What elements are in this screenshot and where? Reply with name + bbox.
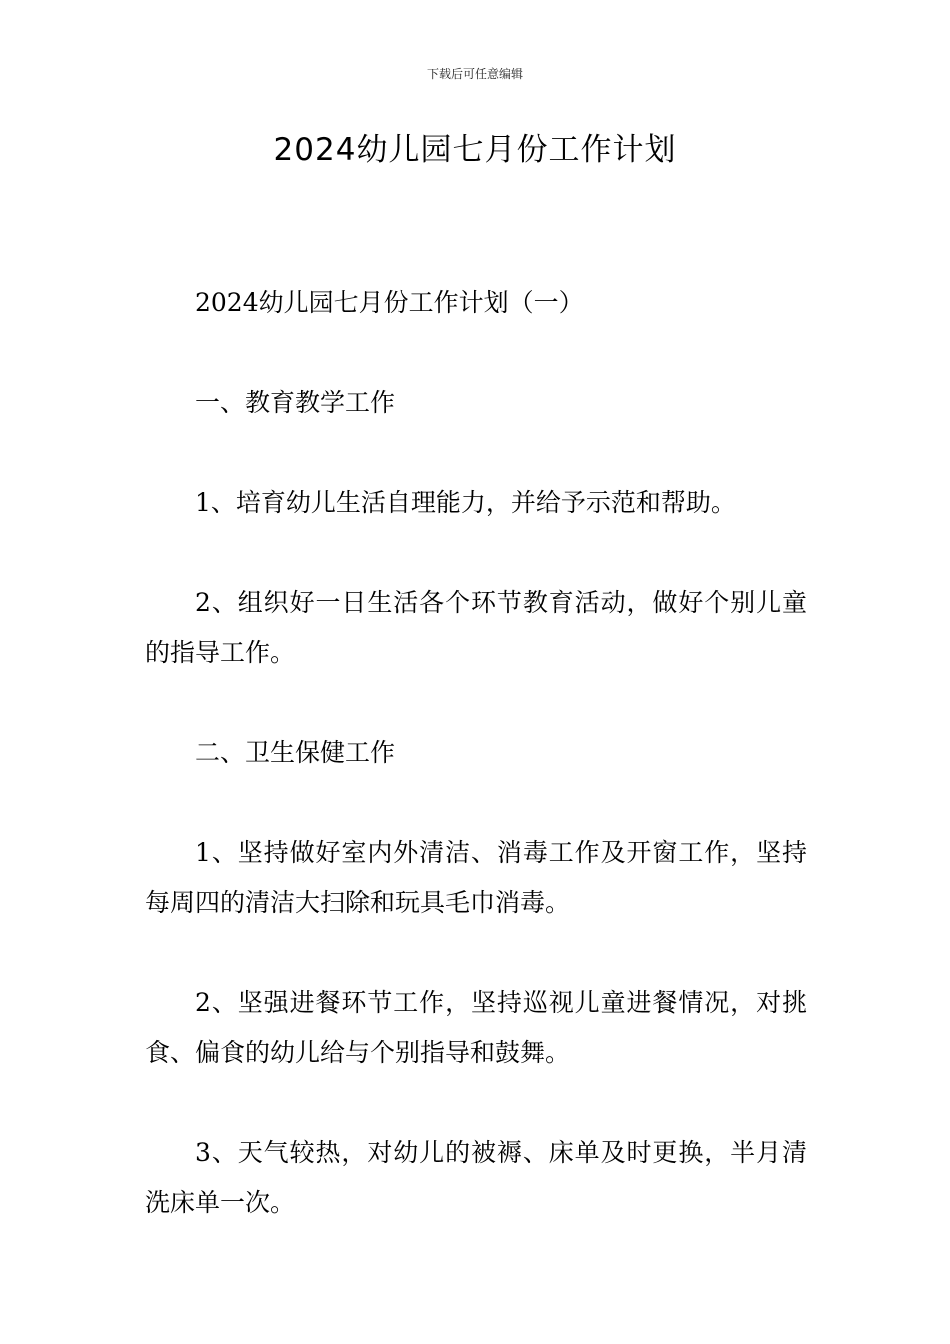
paragraph-health-3: 3、天气较热，对幼儿的被褥、床单及时更换，半月清洗床单一次。	[145, 1138, 807, 1217]
paragraph-health-2: 2、坚强进餐环节工作，坚持巡视儿童进餐情况，对挑食、偏食的幼儿给与个别指导和鼓舞。	[145, 988, 807, 1067]
section-heading-health: 二、卫生保健工作	[195, 738, 396, 767]
document-body	[145, 278, 807, 1278]
header-note: 下载后可任意编辑	[426, 67, 523, 81]
section-subtitle: 2024幼儿园七月份工作计划（一）	[195, 288, 584, 317]
paragraph-education-1: 1、培育幼儿生活自理能力，并给予示范和帮助。	[195, 488, 736, 517]
paragraph-education-2: 2、组织好一日生活各个环节教育活动，做好个别儿童的指导工作。	[145, 588, 807, 667]
document-title: 2024幼儿园七月份工作计划	[273, 132, 677, 168]
paragraph-health-1: 1、坚持做好室内外清洁、消毒工作及开窗工作，坚持每周四的清洁大扫除和玩具毛巾消毒。	[145, 838, 807, 917]
section-heading-education: 一、教育教学工作	[195, 388, 396, 417]
